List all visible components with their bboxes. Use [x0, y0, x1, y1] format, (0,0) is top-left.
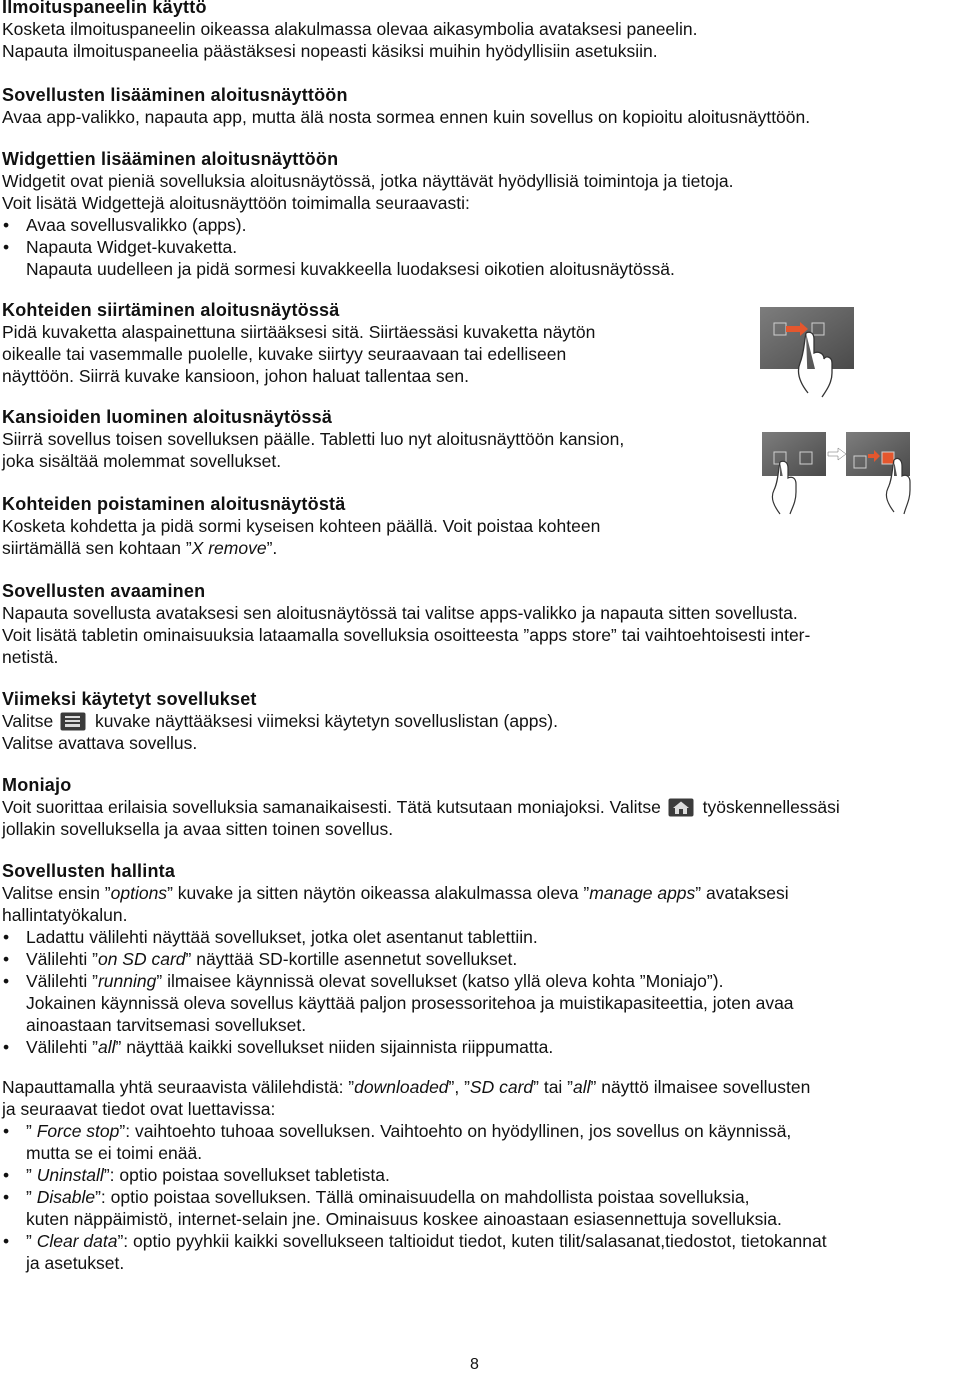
paragraph-line: [2, 1076, 827, 1098]
text-run: siirtämällä sen kohtaan ”: [2, 538, 192, 558]
text-run: Välilehti ”: [26, 971, 98, 991]
list-item: [2, 948, 794, 970]
section-remove-items: [2, 493, 600, 559]
paragraph-line: [2, 882, 794, 904]
paragraph-line: Avaa app-valikko, napauta app, mutta älä nosta sormea ennen kuin sovellus on kopioitu aloitusnäyttöön.: [2, 107, 811, 127]
heading: Kohteiden poistaminen aloitusnäytöstä: [2, 494, 346, 514]
heading: Kohteiden siirtäminen aloitusnäytössä: [2, 300, 340, 320]
list-item: • Napauta Widget-kuvaketta.: [2, 236, 734, 258]
text-run: ”: optio poistaa sovellukset tabletista.: [103, 1165, 390, 1185]
heading: Ilmoituspaneelin käyttö: [2, 0, 207, 17]
section-create-folders: [2, 406, 624, 472]
list-item: [2, 1036, 794, 1058]
heading: Moniajo: [2, 775, 72, 795]
heading: Sovellusten lisääminen aloitusnäyttöön: [2, 85, 348, 105]
text-run: kuvake näyttääksesi viimeksi käytetyn sovelluslistan (apps).: [94, 711, 558, 731]
section-multitasking: [2, 774, 840, 840]
section-manage-apps: [2, 860, 794, 1058]
italic-term: downloaded: [354, 1077, 449, 1097]
text-run: Valitse: [2, 711, 54, 731]
page-number: 8: [470, 1356, 479, 1373]
list-continuation: kuten näppäimistö, internet-selain jne. Ominaisuus koskee ainoastaan esiasennettuja sovelluksia.: [26, 1209, 782, 1229]
heading: Viimeksi käytetyt sovellukset: [2, 689, 257, 709]
paragraph-line: Valitse avattava sovellus.: [2, 733, 198, 753]
text-run: ”, ”: [448, 1077, 470, 1097]
paragraph-line: Widgetit ovat pieniä sovelluksia aloitusnäytössä, jotka näyttävät hyödyllisiä toimintoja ja tietoja.: [2, 171, 734, 191]
text-run: ” tai ”: [533, 1077, 574, 1097]
screen-panel: [760, 307, 854, 369]
text-run: ”: optio poistaa sovelluksen. Tällä ominaisuudella on mahdollista poistaa sovelluksia,: [95, 1187, 750, 1207]
text-run: ” näyttää SD-kortille asennetut sovellukset.: [185, 949, 518, 969]
italic-term: Clear data: [36, 1231, 118, 1251]
screen-panel: [762, 432, 826, 476]
italic-term: on SD card: [97, 949, 186, 969]
text-run: ”: vaihtoehto tuhoaa sovelluksen. Vaihtoehto on hyödyllinen, jos sovellus on käynnissä,: [119, 1121, 792, 1141]
italic-term: all: [97, 1037, 116, 1057]
italic-term: Disable: [36, 1187, 96, 1207]
list-continuation: Napauta uudelleen ja pidä sormesi kuvakkeella luodaksesi oikotien aloitusnäytössä.: [26, 259, 675, 279]
text-run: ” avataksesi: [695, 883, 789, 903]
section-tab-details: [2, 1076, 827, 1274]
app-icon-outline: [882, 452, 894, 464]
section-notification-panel: [2, 0, 698, 62]
paragraph-line: jollakin sovelluksella ja avaa sitten toinen sovellus.: [2, 819, 394, 839]
list-item: • ” Clear data”: optio pyyhkii kaikki sovellukseen taltioidut tiedot, kuten tilit/salasanat,tiedostot, tietokannat: [2, 1230, 827, 1252]
heading: Kansioiden luominen aloitusnäytössä: [2, 407, 333, 427]
list-item: • ” Disable”: optio poistaa sovelluksen. Tällä ominaisuudella on mahdollista poistaa sovelluksia,: [2, 1186, 827, 1208]
text-run: ”.: [266, 538, 278, 558]
paragraph-line: Napauta sovellusta avataksesi sen aloitusnäytössä tai valitse apps-valikko ja napauta sitten sovellusta.: [2, 603, 798, 623]
paragraph-line: Kosketa ilmoituspaneelin oikeassa alakulmassa olevaa aikasymbolia avataksesi paneelin.: [2, 19, 698, 39]
home-icon: [668, 798, 694, 817]
list-item: • Avaa sovellusvalikko (apps).: [2, 214, 734, 236]
list-continuation: mutta se ei toimi enää.: [26, 1143, 203, 1163]
italic-term: X remove: [191, 538, 267, 558]
text-run: Napauttamalla yhtä seuraavista välilehdistä: ”: [2, 1077, 355, 1097]
italic-term: all: [573, 1077, 591, 1097]
paragraph-line: Pidä kuvaketta alaspainettuna siirtääksesi sitä. Siirtäessäsi kuvaketta näytön: [2, 322, 596, 342]
text-run: ” näyttö ilmaisee sovellusten: [590, 1077, 811, 1097]
text-run: ” ilmaisee käynnissä olevat sovellukset (katso yllä oleva kohta ”Moniajo”).: [156, 971, 724, 991]
list-item: • ” Force stop”: vaihtoehto tuhoaa sovelluksen. Vaihtoehto on hyödyllinen, jos sovellus on käynnissä,: [2, 1120, 827, 1142]
text-run: Voit suorittaa erilaisia sovelluksia samanaikaisesti. Tätä kutsutaan moniajoksi. Valitse: [2, 797, 661, 817]
text-run: ” näyttää kaikki sovellukset niiden sijainnista riippumatta.: [115, 1037, 554, 1057]
paragraph-line: hallintatyökalun.: [2, 905, 128, 925]
paragraph-line: [2, 537, 600, 559]
paragraph-line: Voit lisätä tabletin ominaisuuksia lataamalla sovelluksia osoitteesta ”apps store” tai vaihtoehtoisesti inter-: [2, 625, 811, 645]
list-item: • Ladattu välilehti näyttää sovellukset, jotka olet asentanut tablettiin.: [2, 926, 794, 948]
paragraph-line: joka sisältää molemmat sovellukset.: [2, 451, 282, 471]
heading: Widgettien lisääminen aloitusnäyttöön: [2, 149, 339, 169]
italic-term: SD card: [469, 1077, 534, 1097]
list-item: [2, 970, 794, 992]
recent-apps-icon: [60, 712, 86, 731]
italic-term: options: [110, 883, 168, 903]
paragraph-line: oikealle tai vasemmalle puolelle, kuvake siirtyy seuraavaan tai edelliseen: [2, 344, 567, 364]
create-folder-illustration: [760, 432, 956, 516]
list-item: • ” Uninstall”: optio poistaa sovellukset tabletista.: [2, 1164, 827, 1186]
text-run: Välilehti ”: [26, 1037, 98, 1057]
heading: Sovellusten hallinta: [2, 861, 176, 881]
paragraph-line: Siirrä sovellus toisen sovelluksen päälle. Tabletti luo nyt aloitusnäyttöön kansion,: [2, 429, 625, 449]
paragraph-line: Voit lisätä Widgettejä aloitusnäyttöön toimimalla seuraavasti:: [2, 193, 470, 213]
section-move-items: [2, 299, 595, 387]
paragraph-line: [2, 710, 558, 732]
section-recent-apps: [2, 688, 558, 754]
text-run: ” kuvake ja sitten näytön oikeassa alakulmassa oleva ”: [167, 883, 590, 903]
section-add-widgets: [2, 148, 734, 280]
text-run: Valitse ensin ”: [2, 883, 111, 903]
paragraph-line: netistä.: [2, 647, 59, 667]
move-icon-illustration: [760, 307, 856, 399]
italic-term: Force stop: [36, 1121, 120, 1141]
text-run: ”: optio pyyhkii kaikki sovellukseen taltioidut tiedot, kuten tilit/salasanat,tiedostot, tietokannat: [117, 1231, 827, 1251]
italic-term: manage apps: [589, 883, 696, 903]
italic-term: Uninstall: [36, 1165, 104, 1185]
italic-term: running: [97, 971, 157, 991]
text-run: työskennellessäsi: [702, 797, 840, 817]
text-run: Välilehti ”: [26, 949, 98, 969]
heading: Sovellusten avaaminen: [2, 581, 206, 601]
paragraph-line: näyttöön. Siirrä kuvake kansioon, johon haluat tallentaa sen.: [2, 366, 469, 386]
paragraph-line: ja seuraavat tiedot ovat luettavissa:: [2, 1099, 276, 1119]
paragraph-line: Kosketa kohdetta ja pidä sormi kyseisen kohteen päällä. Voit poistaa kohteen: [2, 516, 601, 536]
section-add-apps: [2, 84, 810, 128]
list-continuation: ainoastaan tarvitsemasi sovellukset.: [26, 1015, 307, 1035]
paragraph-line: [2, 796, 840, 818]
list-continuation: Jokainen käynnissä oleva sovellus käyttää paljon prosessoritehoa ja muistikapasiteettia, joten avaa: [26, 993, 794, 1013]
paragraph-line: Napauta ilmoituspaneelia päästäksesi nopeasti käsiksi muihin hyödyllisiin asetuksiin.: [2, 41, 658, 61]
list-continuation: ja asetukset.: [26, 1253, 125, 1273]
arrow-right-icon: [828, 448, 846, 460]
section-open-apps: [2, 580, 810, 668]
